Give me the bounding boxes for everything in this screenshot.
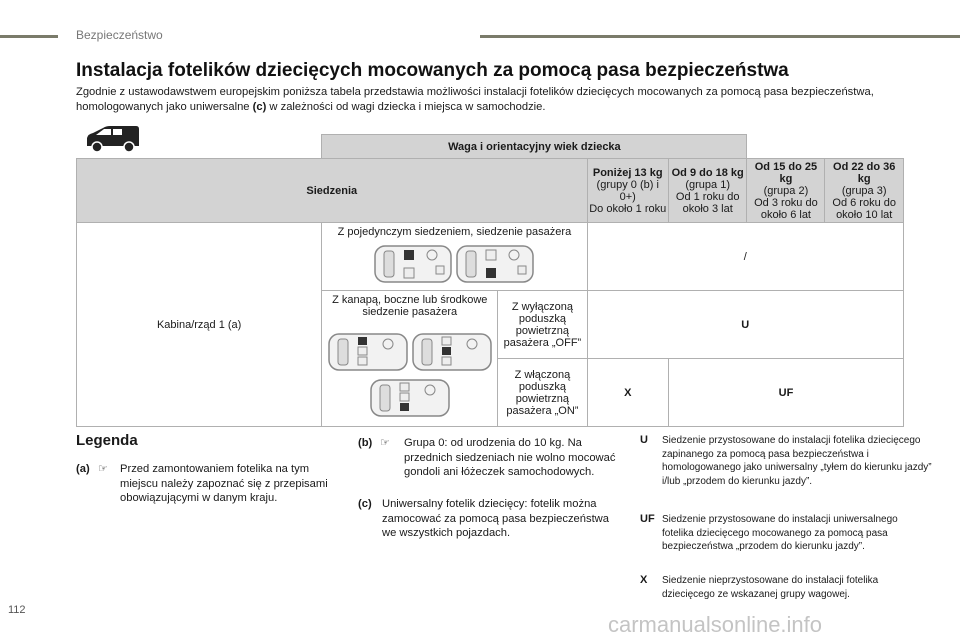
bench-seat-cell: Z kanapą, boczne lub środkowe siedzenie pasażera: [322, 291, 498, 427]
section-label: Bezpieczeństwo: [76, 28, 163, 42]
column-header: Od 15 do 25 kg (grupa 2) Od 3 roku do około 6 lat: [747, 159, 825, 223]
legend-mark: (a): [76, 463, 90, 475]
intro-paragraph: [76, 85, 896, 115]
legend-code-text: Siedzenie nieprzystosowane do instalacji fotelika dziecięcego ze wskazanej grupy wagowej.: [662, 575, 879, 600]
car-topview-icon: [412, 332, 492, 372]
group-header: Waga i orientacyjny wiek dziecka: [322, 135, 747, 159]
single-seat-cell: Z pojedynczym siedzeniem, siedzenie pasażera: [322, 223, 587, 291]
legend-mark: (b): [358, 437, 373, 449]
intro-text-before: Zgodnie z ustawodawstwem europejskim poniższa tabela przedstawia możliwości instalacji fotelików dziecięcych mocowanych za pomocą pasa bezpieczeństwa, homologowanych jako uniwersalne: [76, 86, 874, 113]
airbag-on-label: Z włączoną poduszką powietrzną pasażera „ON”: [498, 359, 587, 427]
row-label-cabin: Kabina/rząd 1 (a): [77, 223, 322, 427]
airbag-off-value: U: [587, 291, 903, 359]
column-header: Od 9 do 18 kg (grupa 1) Od 1 roku do około 3 lat: [668, 159, 747, 223]
airbag-on-value-group0: X: [587, 359, 668, 427]
airbag-off-label: Z wyłączoną poduszką powietrzną pasażera „OFF”: [498, 291, 587, 359]
single-seat-value: /: [587, 223, 903, 291]
watermark: carmanualsonline.info: [608, 612, 823, 637]
column-header: Poniżej 13 kg (grupy 0 (b) i 0+) Do około 1 roku: [587, 159, 668, 223]
legend-code: X: [640, 574, 648, 586]
legend-text: Uniwersalny fotelik dziecięcy: fotelik można zamocować za pomocą pasa bezpieczeństwa we wszystkich pojazdach.: [382, 498, 609, 539]
pointing-hand-icon: ☞: [380, 437, 390, 449]
car-topview-icon: [456, 244, 534, 284]
seats-table: [76, 134, 904, 427]
car-topview-icon: [370, 378, 450, 418]
pointing-hand-icon: ☞: [98, 463, 108, 475]
legend-mark: (c): [358, 498, 372, 510]
header-rule-left: [0, 35, 58, 38]
page-number: 112: [8, 604, 26, 616]
table-row-single-seat: [77, 223, 904, 291]
legend-text: Przed zamontowaniem fotelika na tym miejscu należy zapoznać się z przepisami obowiązującymi w danym kraju.: [120, 463, 328, 504]
column-header: Od 22 do 36 kg (grupa 3) Od 6 roku do około 10 lat: [825, 159, 904, 223]
airbag-on-value-other: UF: [668, 359, 903, 427]
page-title: Instalacja fotelików dziecięcych mocowanych za pomocą pasa bezpieczeństwa: [76, 60, 789, 81]
legend-code-text: Siedzenie przystosowane do instalacji fotelika dziecięcego zapinanego za pomocą pasa bezpieczeństwa i homologowanego jako uniwersalny „tyłem do kierunku jazdy” i/lub „przodem do kierunku jazdy”.: [662, 435, 932, 487]
legend-code: UF: [640, 513, 655, 525]
seats-header: Siedzenia: [77, 159, 588, 223]
table-empty-corner: [77, 135, 322, 159]
intro-bold: (c): [252, 101, 267, 113]
table-group-header-row: [77, 135, 904, 159]
table-column-header-row: [77, 159, 904, 223]
legend-text: Grupa 0: od urodzenia do 10 kg. Na przednich siedzeniach nie wolno mocować gondoli ani łóżeczek samochodowych.: [404, 437, 616, 478]
car-topview-icon: [374, 244, 452, 284]
legend-item-a: [76, 462, 336, 506]
header-rule-right: [480, 35, 960, 38]
legend-item-c: [358, 497, 618, 541]
legend-code: U: [640, 434, 648, 446]
car-topview-icon: [328, 332, 408, 372]
legend-item-b: [358, 436, 618, 480]
legend-code-text: Siedzenie przystosowane do instalacji uniwersalnego fotelika dziecięcego mocowanego za pomocą pasa bezpieczeństwa „przodem do kierunku jazdy”.: [662, 514, 898, 553]
legend-title: Legenda: [76, 432, 138, 449]
intro-text-after: w zależności od wagi dziecka i miejsca w samochodzie.: [266, 101, 546, 113]
